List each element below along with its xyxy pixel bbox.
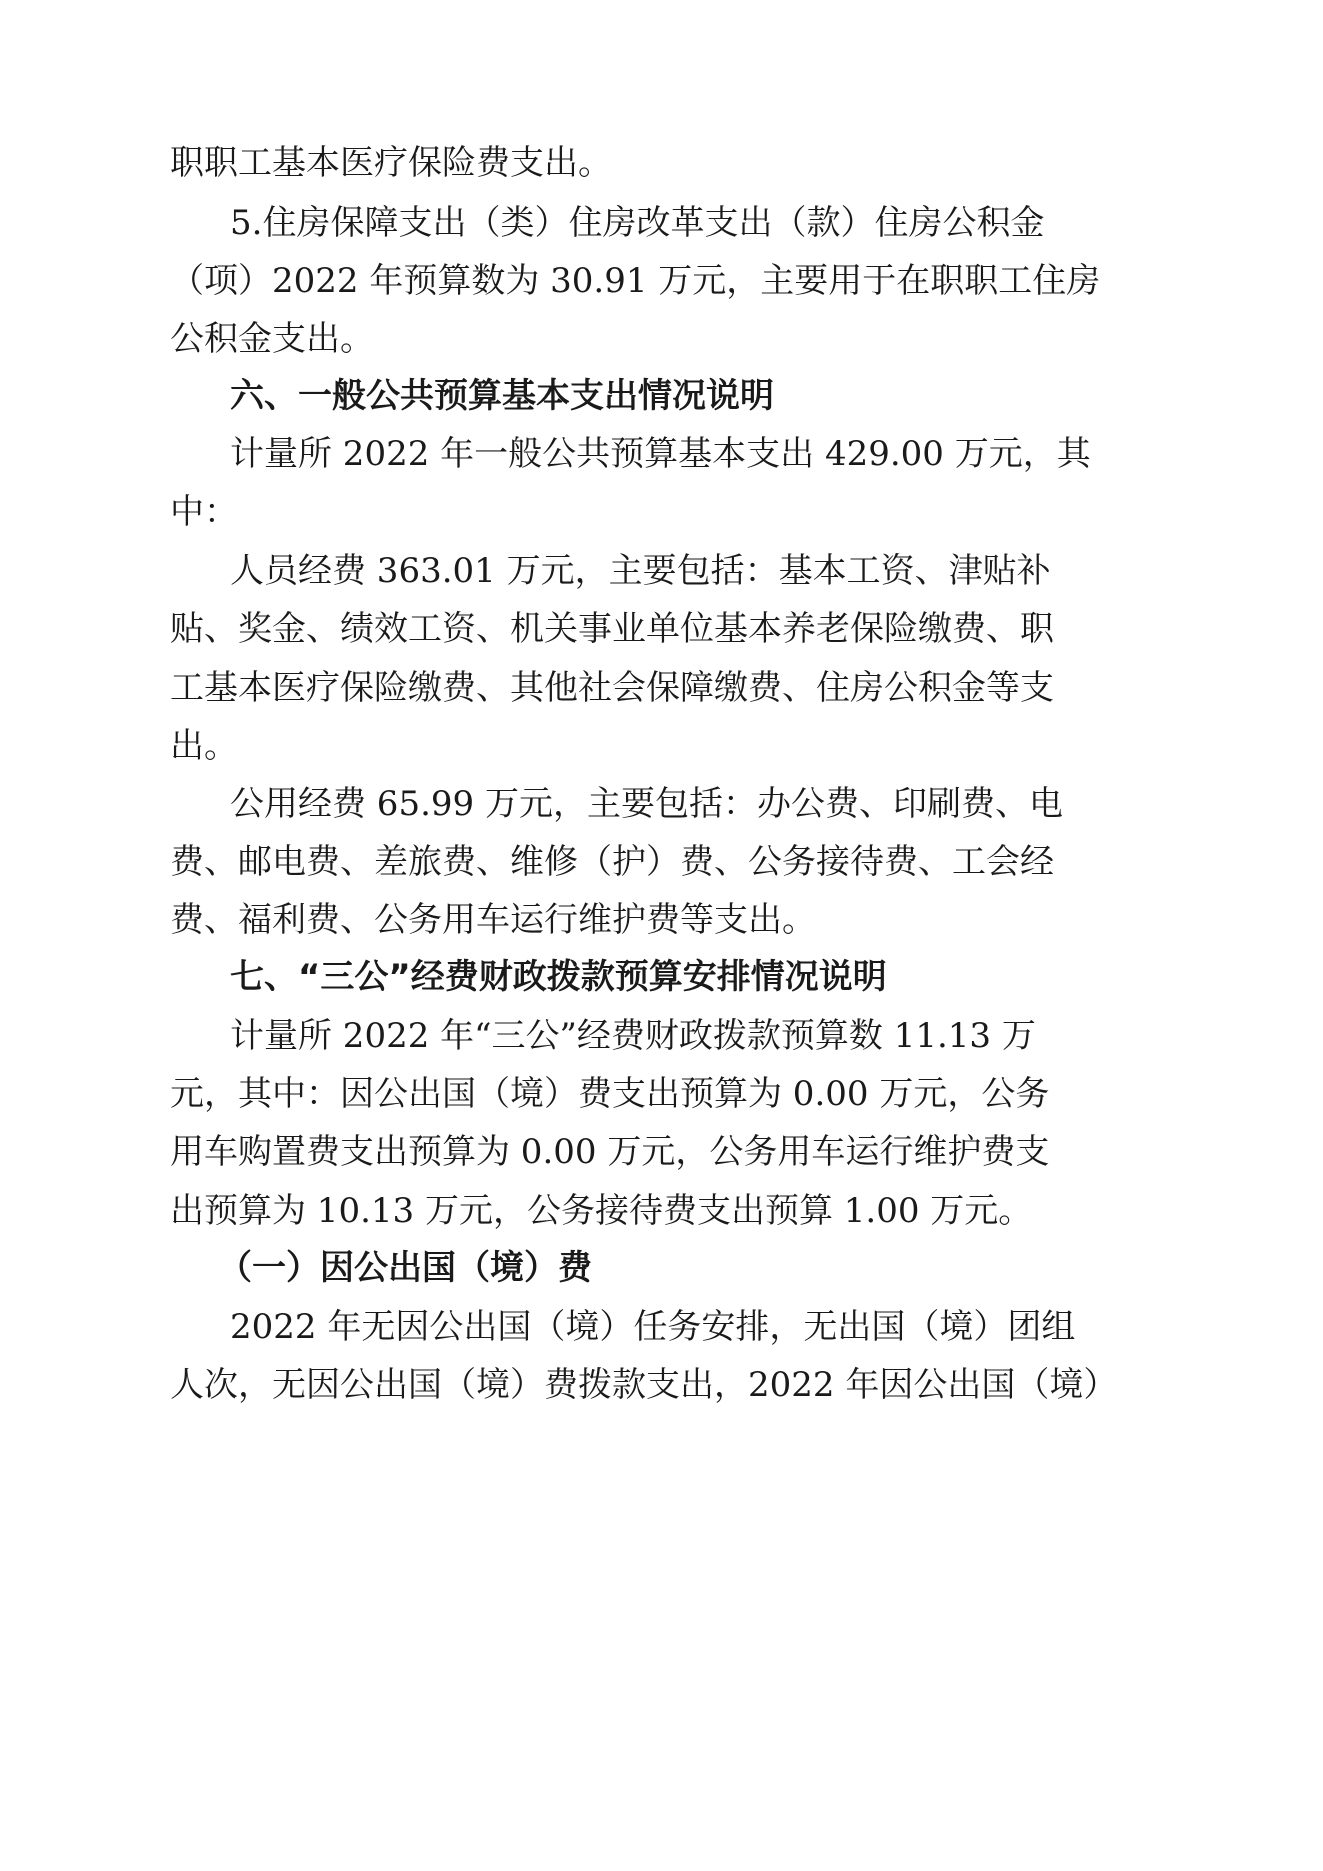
text-line bbox=[0, 541, 1323, 601]
text-line bbox=[0, 716, 1323, 776]
paragraph-text: 出预算为 10.13 万元，公务接待费支出预算 1.00 万元。 bbox=[170, 1191, 1033, 1231]
section-heading bbox=[0, 366, 1323, 426]
text-line bbox=[0, 1006, 1323, 1066]
text-line bbox=[0, 599, 1323, 659]
section-heading-seven: 七、“三公”经费财政拨款预算安排情况说明 bbox=[230, 957, 887, 997]
text-line bbox=[0, 832, 1323, 892]
text-line bbox=[0, 424, 1323, 484]
paragraph-text: 5.住房保障支出（类）住房改革支出（款）住房公积金 bbox=[230, 203, 1045, 243]
paragraph-text: 用车购置费支出预算为 0.00 万元，公务用车运行维护费支 bbox=[170, 1132, 1050, 1172]
text-line bbox=[0, 1122, 1323, 1182]
paragraph-text: 出。 bbox=[170, 726, 238, 766]
text-line bbox=[0, 890, 1323, 950]
paragraph-text: 职职工基本医疗保险费支出。 bbox=[170, 143, 612, 183]
text-line bbox=[0, 251, 1323, 311]
paragraph-text: 人次，无因公出国（境）费拨款支出，2022 年因公出国（境） bbox=[170, 1365, 1118, 1405]
text-line bbox=[0, 658, 1323, 718]
section-heading bbox=[0, 947, 1323, 1007]
paragraph-text: 公用经费 65.99 万元，主要包括：办公费、印刷费、电 bbox=[230, 784, 1063, 824]
text-line bbox=[0, 309, 1323, 369]
text-line bbox=[0, 193, 1323, 253]
paragraph-text: 元，其中：因公出国（境）费支出预算为 0.00 万元，公务 bbox=[170, 1074, 1050, 1114]
sub-heading bbox=[0, 1238, 1323, 1298]
paragraph-text: 计量所 2022 年一般公共预算基本支出 429.00 万元，其 bbox=[230, 434, 1091, 474]
text-line bbox=[0, 482, 1323, 542]
text-line bbox=[0, 1297, 1323, 1357]
paragraph-text: 费、福利费、公务用车运行维护费等支出。 bbox=[170, 900, 816, 940]
paragraph-text: 工基本医疗保险缴费、其他社会保障缴费、住房公积金等支 bbox=[170, 668, 1054, 708]
paragraph-text: 中： bbox=[170, 492, 238, 532]
text-line bbox=[0, 774, 1323, 834]
sub-heading-one: （一）因公出国（境）费 bbox=[218, 1248, 592, 1288]
paragraph-text: （项）2022 年预算数为 30.91 万元，主要用于在职职工住房 bbox=[170, 261, 1101, 301]
paragraph-text: 费、邮电费、差旅费、维修（护）费、公务接待费、工会经 bbox=[170, 842, 1054, 882]
paragraph-text: 计量所 2022 年“三公”经费财政拨款预算数 11.13 万 bbox=[230, 1016, 1036, 1056]
text-line bbox=[0, 1064, 1323, 1124]
paragraph-text: 2022 年无因公出国（境）任务安排，无出国（境）团组 bbox=[230, 1307, 1076, 1347]
text-line bbox=[0, 133, 1323, 193]
paragraph-text: 公积金支出。 bbox=[170, 319, 374, 359]
text-line bbox=[0, 1355, 1323, 1415]
paragraph-text: 人员经费 363.01 万元，主要包括：基本工资、津贴补 bbox=[230, 551, 1051, 591]
paragraph-text: 贴、奖金、绩效工资、机关事业单位基本养老保险缴费、职 bbox=[170, 609, 1054, 649]
text-line bbox=[0, 1181, 1323, 1241]
section-heading-six: 六、一般公共预算基本支出情况说明 bbox=[230, 376, 774, 416]
